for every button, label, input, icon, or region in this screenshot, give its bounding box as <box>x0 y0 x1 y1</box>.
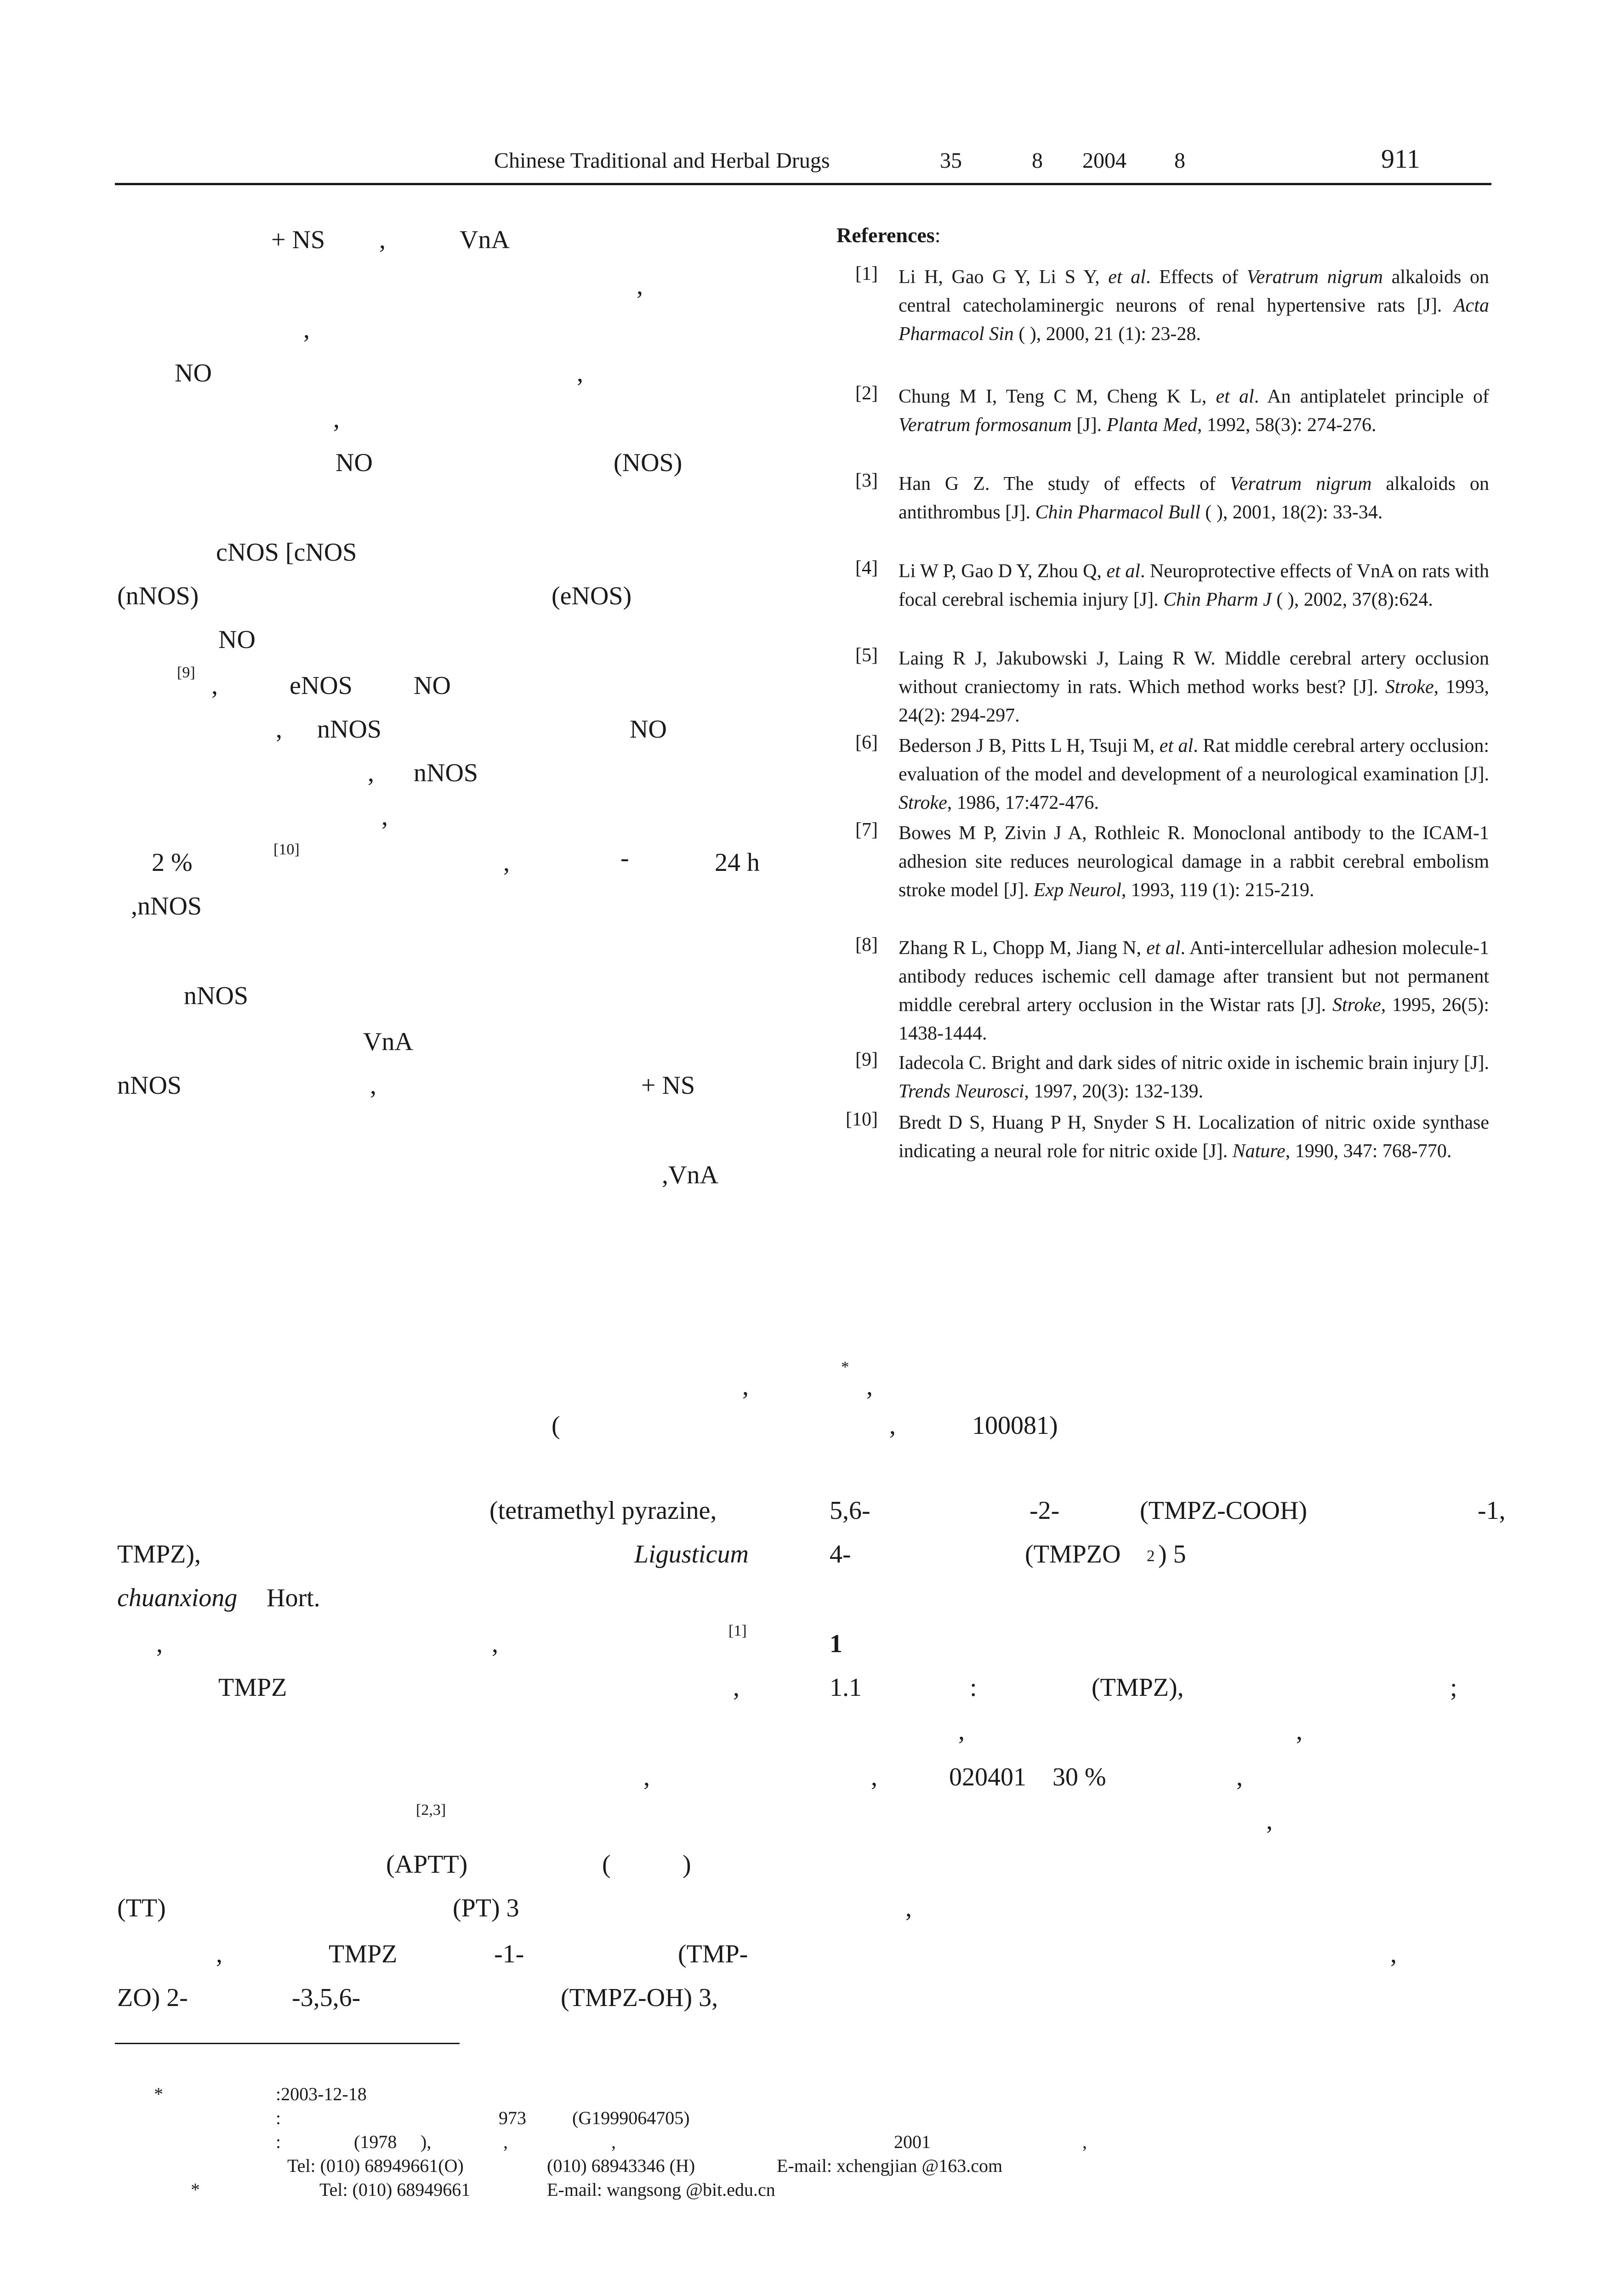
reference-italic: Trends Neurosci <box>899 1081 1024 1102</box>
left-text-fragment: , <box>303 315 310 344</box>
abstract-left-text-fragment: Ligusticum <box>634 1540 749 1569</box>
reference-text: , 1997, 20(3): 132-139. <box>1024 1081 1204 1102</box>
footnote-fragment: 973 <box>499 2108 526 2128</box>
reference-text: Han G Z. The study of effects of <box>899 473 1230 494</box>
reference-text: Chung M I, Teng C M, Cheng K L, <box>899 386 1216 407</box>
month: 8 <box>1174 148 1185 173</box>
left-text-fragment: + NS <box>271 226 325 254</box>
footnote-fragment: E-mail: wangsong @bit.edu.cn <box>547 2179 775 2200</box>
reference-italic: Veratrum nigrum <box>1246 267 1383 288</box>
reference-number: [6] <box>855 732 878 753</box>
left-text-fragment: (nNOS) <box>117 582 199 610</box>
reference-entry <box>899 819 1489 904</box>
abstract-left-text-fragment: (TT) <box>117 1894 166 1922</box>
abstract-right-text-fragment: , <box>905 1894 912 1922</box>
left-text-fragment: , <box>276 715 282 744</box>
citation-superscript-fragment: [10] <box>273 841 300 858</box>
reference-text: Zhang R L, Chopp M, Jiang N, <box>899 938 1147 959</box>
left-text-fragment: VnA <box>363 1028 413 1056</box>
reference-number: [4] <box>855 557 878 579</box>
footnote-fragment: Tel: (010) 68949661(O) <box>287 2155 464 2176</box>
abstract-right-text-fragment: -1, <box>1478 1496 1506 1525</box>
journal-title: Chinese Traditional and Herbal Drugs <box>494 148 830 173</box>
reference-number: [2] <box>855 383 878 404</box>
reference-entry <box>899 644 1489 730</box>
reference-text: Iadecola C. Bright and dark sides of nitric oxide in ischemic brain injury [J]. <box>899 1052 1489 1074</box>
reference-italic: Nature <box>1232 1141 1285 1162</box>
left-text-fragment: , <box>503 848 510 877</box>
reference-italic: Stroke <box>1385 676 1434 698</box>
abstract-right-text-fragment: , <box>1236 1763 1243 1791</box>
reference-text: Bederson J B, Pitts L H, Tsuji M, <box>899 735 1160 756</box>
left-text-fragment: nNOS <box>184 982 249 1010</box>
abstract-left-text-fragment: (tetramethyl pyrazine, <box>489 1496 717 1525</box>
abstract-left-text-fragment: (APTT) <box>386 1850 468 1879</box>
abstract-right-text-fragment: -2- <box>1030 1496 1060 1525</box>
author-separator-fragment: , <box>866 1372 873 1401</box>
affiliation-fragment: 100081) <box>972 1411 1058 1440</box>
reference-number: [8] <box>855 934 878 955</box>
abstract-right-text-fragment: 4- <box>830 1540 851 1569</box>
abstract-right-text-fragment: , <box>1390 1940 1397 1968</box>
abstract-right-text-fragment: : <box>970 1673 977 1702</box>
left-text-fragment: cNOS [cNOS <box>216 538 357 567</box>
left-text-fragment: , <box>368 759 374 787</box>
abstract-left-text-fragment: (TMPZ-OH) 3, <box>561 1983 718 2012</box>
abstract-right-text-fragment: , <box>1296 1717 1303 1745</box>
abstract-left-text-fragment: , <box>643 1763 650 1791</box>
reference-italic: Planta Med <box>1106 415 1197 436</box>
footnote-fragment: , <box>503 2131 508 2152</box>
footnote-fragment: :2003-12-18 <box>276 2084 367 2104</box>
reference-entry <box>899 382 1489 439</box>
left-text-fragment: VnA <box>460 226 510 254</box>
abstract-left-text-fragment: chuanxiong <box>117 1584 238 1612</box>
abstract-left-text-fragment: ) <box>683 1850 691 1879</box>
footnote-fragment: : <box>276 2108 281 2128</box>
abstract-left-text-fragment: , <box>733 1673 739 1702</box>
reference-italic: Chin Pharm J <box>1163 589 1272 610</box>
abstract-left-text-fragment: (PT) 3 <box>453 1894 519 1922</box>
abstract-right-text-fragment: ) 5 <box>1158 1540 1186 1569</box>
reference-number: [7] <box>855 819 878 841</box>
reference-italic: et al <box>1106 561 1140 582</box>
reference-number: [5] <box>855 645 878 666</box>
abstract-left-text-fragment: , <box>492 1630 498 1658</box>
left-text-fragment: nNOS <box>414 759 478 787</box>
abstract-right-text-fragment: , <box>871 1763 877 1791</box>
footnote-fragment: : <box>276 2131 281 2152</box>
affiliation-fragment: ( <box>552 1411 560 1440</box>
left-text-fragment: ,nNOS <box>131 892 202 921</box>
citation-superscript-fragment: [2,3] <box>416 1802 446 1819</box>
abstract-right-text-fragment: , <box>958 1717 965 1745</box>
left-text-fragment: NO <box>336 449 373 477</box>
reference-text: , 1986, 17:472-476. <box>947 792 1099 813</box>
footnote-fragment: * <box>191 2179 200 2200</box>
reference-entry <box>899 557 1489 614</box>
abstract-right-text-fragment: (TMPZ), <box>1092 1673 1184 1702</box>
reference-text: ( ), 2002, 37(8):624. <box>1271 589 1433 610</box>
left-text-fragment: ,VnA <box>662 1161 718 1189</box>
reference-text: Bredt D S, Huang P H, Snyder S H. Localization of nitric oxide synthase indicating a neural role for nitric oxide [J]. <box>899 1112 1489 1162</box>
reference-text: . Neuroprotective effects of VnA on rats with focal cerebral ischemia injury [J]. <box>899 561 1489 610</box>
abstract-right-text-fragment: 2 <box>1147 1547 1155 1565</box>
left-text-fragment: NO <box>630 715 667 744</box>
reference-text: alkaloids on antithrombus [J]. <box>899 473 1489 523</box>
abstract-left-text-fragment: Hort. <box>267 1584 320 1612</box>
page-number: 911 <box>1381 144 1420 174</box>
left-text-fragment: (NOS) <box>614 449 683 477</box>
reference-text: Laing R J, Jakubowski J, Laing R W. Middle cerebral artery occlusion without craniectomy in rats. Which method works best? [J]. <box>899 648 1489 698</box>
citation-superscript-fragment: [1] <box>728 1622 747 1639</box>
reference-text: Bowes M P, Zivin J A, Rothleic R. Monoclonal antibody to the ICAM-1 adhesion site reduces neurological damage in a rabbit cerebral embolism stroke model [J]. <box>899 823 1489 901</box>
abstract-left-text-fragment: TMPZ <box>329 1940 398 1968</box>
left-text-fragment: (eNOS) <box>552 582 632 610</box>
abstract-right-text-fragment: 5,6- <box>830 1496 870 1525</box>
reference-text: , 1993, 24(2): 294-297. <box>899 676 1489 726</box>
reference-number: [9] <box>855 1049 878 1070</box>
reference-italic: Stroke <box>899 792 947 813</box>
left-text-fragment: NO <box>414 671 451 700</box>
left-text-fragment: , <box>379 226 386 254</box>
abstract-right-text-fragment: , <box>1266 1807 1273 1835</box>
footnote-fragment: * <box>154 2084 163 2104</box>
reference-text: . Anti-intercellular adhesion molecule-1 antibody reduces ischemic cell damage after transient but not permanent middle cerebral artery occlusion in the Wistar rats [J]. <box>899 938 1490 1016</box>
footnote-fragment: , <box>611 2131 616 2152</box>
abstract-right-text-fragment: 30 % <box>1052 1763 1106 1791</box>
abstract-right-text-fragment: 1.1 <box>830 1673 862 1702</box>
reference-entry <box>899 470 1489 527</box>
footnote-fragment: Tel: (010) 68949661 <box>319 2179 471 2200</box>
reference-text: . An antiplatelet principle of <box>1254 386 1490 407</box>
left-text-fragment: eNOS <box>290 671 353 700</box>
abstract-left-text-fragment: , <box>216 1940 222 1968</box>
reference-text: . Rat middle cerebral artery occlusion: evaluation of the model and development of a neurological examination [J]. <box>899 735 1489 785</box>
abstract-right-text-fragment: 1 <box>830 1630 842 1658</box>
abstract-right-text-fragment: (TMPZ-COOH) <box>1140 1496 1307 1525</box>
footnote-fragment: (010) 68943346 (H) <box>547 2155 695 2176</box>
left-text-fragment: NO <box>175 359 212 387</box>
references-title: References <box>836 223 935 247</box>
reference-text: , 1990, 347: 768-770. <box>1285 1141 1452 1162</box>
footnote-rule <box>115 2043 460 2044</box>
left-text-fragment: 24 h <box>715 848 760 877</box>
left-text-fragment: , <box>333 405 340 433</box>
reference-text: , 1993, 119 (1): 215-219. <box>1121 880 1314 901</box>
reference-text: Li H, Gao G Y, Li S Y, <box>899 267 1109 288</box>
left-text-fragment: , <box>381 802 388 831</box>
reference-number: [3] <box>855 470 878 491</box>
reference-italic: Acta Pharmacol Sin <box>899 295 1489 345</box>
reference-number: [1] <box>855 263 878 284</box>
author-separator-fragment: , <box>742 1372 749 1401</box>
left-text-fragment: , <box>370 1071 376 1100</box>
reference-italic: et al <box>1146 938 1181 959</box>
reference-text: alkaloids on central catecholaminergic neurons of renal hypertensive rats [J]. <box>899 267 1490 316</box>
references-colon: : <box>934 223 941 247</box>
abstract-left-text-fragment: -1- <box>494 1940 524 1968</box>
references-heading <box>836 223 940 247</box>
footnote-fragment: 2001 <box>894 2131 931 2152</box>
reference-italic: et al <box>1216 386 1254 407</box>
reference-italic: et al <box>1159 735 1194 756</box>
left-text-fragment: nNOS <box>317 715 382 744</box>
reference-entry <box>899 1108 1489 1165</box>
header-rule <box>115 183 1491 185</box>
abstract-right-text-fragment: 020401 <box>949 1763 1026 1791</box>
left-text-fragment: + NS <box>641 1071 695 1100</box>
reference-number: [10] <box>846 1109 878 1130</box>
left-text-fragment: , <box>211 671 218 700</box>
reference-text: ( ), 2000, 21 (1): 23-28. <box>1013 324 1201 345</box>
left-text-fragment: , <box>577 359 583 387</box>
abstract-left-text-fragment: , <box>156 1630 163 1658</box>
abstract-left-text-fragment: (TMP- <box>678 1940 748 1968</box>
abstract-left-text-fragment: -3,5,6- <box>292 1983 361 2012</box>
reference-text: , 1995, 26(5): 1438-1444. <box>899 995 1489 1044</box>
footnote-fragment: (1978 <box>354 2131 397 2152</box>
author-separator-fragment: * <box>841 1358 849 1376</box>
abstract-right-text-fragment: (TMPZO <box>1025 1540 1121 1569</box>
footnote-fragment: , <box>1082 2131 1087 2152</box>
abstract-left-text-fragment: ZO) 2- <box>117 1983 188 2012</box>
volume-number: 35 <box>940 148 962 173</box>
reference-entry <box>899 934 1489 1048</box>
reference-italic: Stroke <box>1332 995 1381 1016</box>
left-text-fragment: nNOS <box>117 1071 182 1100</box>
abstract-left-text-fragment: TMPZ <box>218 1673 287 1702</box>
year: 2004 <box>1082 148 1126 173</box>
reference-italic: Veratrum nigrum <box>1229 473 1372 494</box>
left-text-fragment: - <box>620 844 629 872</box>
reference-text: [J]. <box>1071 415 1107 436</box>
issue-number: 8 <box>1032 148 1043 173</box>
reference-entry <box>899 263 1489 348</box>
abstract-left-text-fragment: ( <box>602 1850 611 1879</box>
reference-italic: et al <box>1108 267 1146 288</box>
footnote-fragment: E-mail: xchengjian @163.com <box>777 2155 1003 2176</box>
reference-italic: Chin Pharmacol Bull <box>1035 502 1200 523</box>
reference-text: ( ), 2001, 18(2): 33-34. <box>1200 502 1383 523</box>
abstract-right-text-fragment: ; <box>1450 1673 1457 1702</box>
reference-italic: Exp Neurol <box>1033 880 1121 901</box>
reference-entry <box>899 732 1489 817</box>
left-text-fragment: , <box>637 272 643 300</box>
footnote-fragment: ), <box>421 2131 432 2152</box>
reference-italic: Veratrum formosanum <box>899 415 1072 436</box>
affiliation-fragment: , <box>889 1411 896 1440</box>
footnote-fragment: (G1999064705) <box>572 2108 690 2128</box>
left-text-fragment: NO <box>218 625 256 654</box>
abstract-left-text-fragment: TMPZ), <box>117 1540 201 1569</box>
citation-superscript-fragment: [9] <box>177 664 195 681</box>
reference-text: . Effects of <box>1145 267 1247 288</box>
reference-entry <box>899 1049 1489 1106</box>
reference-text: , 1992, 58(3): 274-276. <box>1197 415 1376 436</box>
reference-text: Li W P, Gao D Y, Zhou Q, <box>899 561 1107 582</box>
left-text-fragment: 2 % <box>152 848 193 877</box>
